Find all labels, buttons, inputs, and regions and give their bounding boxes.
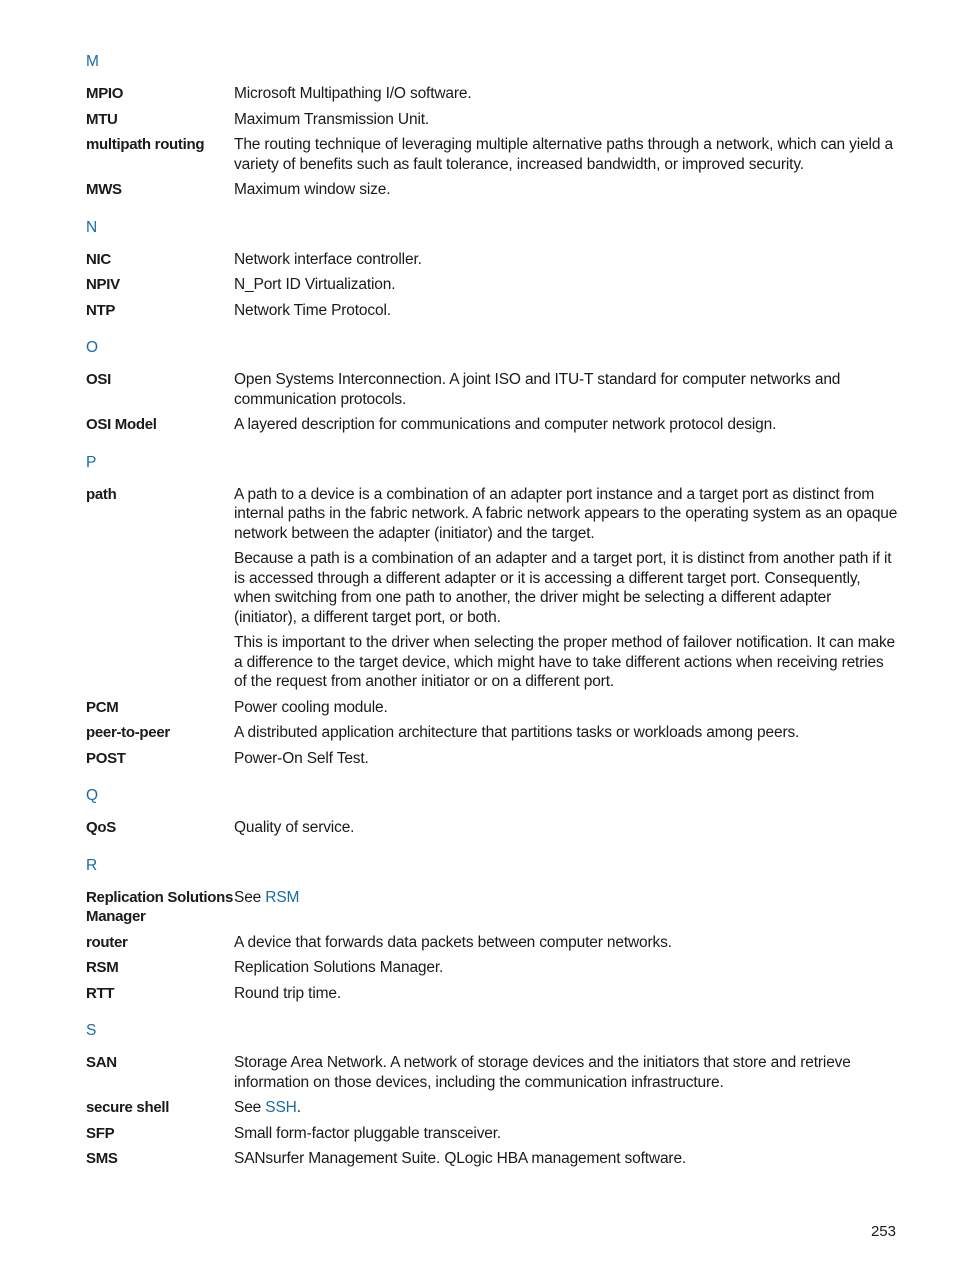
glossary-definition [234, 888, 898, 927]
definition-paragraph: Power-On Self Test. [234, 749, 369, 767]
glossary-term: MWS [86, 181, 122, 198]
glossary-term: RSM [86, 959, 119, 976]
glossary-entry [86, 1053, 898, 1092]
glossary-entry [86, 370, 898, 409]
glossary-term: SAN [86, 1054, 117, 1071]
glossary-term: OSI [86, 371, 111, 388]
see-prefix: See [234, 888, 266, 906]
glossary-entry [86, 110, 898, 130]
glossary-term: QoS [86, 819, 116, 836]
glossary-term: multipath routing [86, 136, 205, 153]
definition-paragraph: Replication Solutions Manager. [234, 959, 444, 976]
glossary-definition [234, 1053, 898, 1092]
glossary-definition [234, 180, 898, 200]
glossary-definition [234, 135, 898, 174]
see-reference [234, 1098, 898, 1118]
section-letter-o: O [86, 339, 99, 356]
glossary-entry [86, 958, 898, 978]
see-reference [234, 888, 898, 908]
definition-paragraph: Network interface controller. [234, 250, 422, 268]
glossary-term: PCM [86, 698, 119, 716]
definition-paragraph: Round trip time. [234, 984, 342, 1002]
glossary-term: NTP [86, 301, 116, 319]
glossary [86, 52, 898, 1175]
definition-paragraph: Open Systems Interconnection. A joint ISO and ITU-T standard for computer networks and communication protocols. [234, 371, 841, 408]
definition-paragraph: Maximum window size. [234, 181, 391, 198]
glossary-entry [86, 749, 898, 769]
glossary-term: router [86, 933, 128, 951]
glossary-definition [234, 958, 898, 978]
glossary-definition [234, 250, 898, 270]
glossary-term: MTU [86, 110, 118, 128]
section-letter-p: P [86, 453, 97, 471]
glossary-entry [86, 698, 898, 718]
definition-paragraph: Quality of service. [234, 819, 355, 836]
glossary-entry [86, 135, 898, 174]
glossary-definition [234, 1098, 898, 1118]
definition-paragraph: This is important to the driver when selecting the proper method of failover notification. It can make a difference to the target device, which might have to take different actions when receiving retries of the request from another initiator or on a different port. [234, 634, 896, 690]
definition-paragraph: The routing technique of leveraging multiple alternative paths through a network, which can yield a variety of benefits such as fault tolerance, increased bandwidth, or improved security. [234, 136, 893, 173]
glossary-term: Replication Solutions Manager [86, 888, 234, 925]
glossary-entry [86, 984, 898, 1004]
glossary-term: path [86, 485, 117, 503]
definition-paragraph: Maximum Transmission Unit. [234, 110, 430, 128]
section-letter-r: R [86, 856, 98, 874]
glossary-definition [234, 749, 898, 769]
glossary-entry [86, 275, 898, 295]
glossary-entry [86, 250, 898, 270]
glossary-entry [86, 485, 898, 692]
glossary-definition [234, 84, 898, 104]
glossary-definition [234, 485, 898, 692]
cross-reference-link[interactable]: RSM [265, 888, 300, 906]
glossary-definition [234, 301, 898, 321]
glossary-term: SMS [86, 1150, 118, 1167]
glossary-definition [234, 370, 898, 409]
definition-paragraph: Power cooling module. [234, 698, 388, 716]
glossary-definition [234, 933, 898, 953]
section-letter-n: N [86, 218, 98, 236]
glossary-entry [86, 818, 898, 838]
glossary-definition [234, 110, 898, 130]
glossary-entry [86, 301, 898, 321]
definition-paragraph: A distributed application architecture that partitions tasks or workloads among peers. [234, 724, 800, 741]
glossary-entry [86, 180, 898, 200]
definition-paragraph: N_Port ID Virtualization. [234, 276, 396, 293]
glossary-entry [86, 1124, 898, 1144]
definition-paragraph: Because a path is a combination of an adapter and a target port, it is distinct from another path if it is accessed through a different adapter or it is accessing a different target port. Consequently, when switching from one path to another, the driver might be selecting a different adapter (initiator), a different target port, or both. [234, 550, 892, 626]
glossary-entry [86, 723, 898, 743]
glossary-definition [234, 818, 898, 838]
glossary-definition [234, 1124, 898, 1144]
page-number: 253 [870, 1223, 896, 1240]
glossary-term: MPIO [86, 85, 124, 102]
definition-paragraph: A device that forwards data packets between computer networks. [234, 933, 672, 951]
glossary-entry [86, 84, 898, 104]
glossary-entry [86, 888, 898, 927]
glossary-definition [234, 415, 898, 435]
definition-paragraph: A layered description for communications and computer network protocol design. [234, 416, 777, 433]
see-prefix: See [234, 1099, 266, 1116]
glossary-definition [234, 698, 898, 718]
see-suffix: . [296, 1099, 301, 1116]
cross-reference-link[interactable]: SSH [265, 1099, 297, 1116]
glossary-definition [234, 723, 898, 743]
section-letter-q: Q [86, 787, 99, 804]
glossary-term: POST [86, 749, 126, 767]
glossary-definition [234, 275, 898, 295]
glossary-entry [86, 933, 898, 953]
definition-paragraph: Storage Area Network. A network of storage devices and the initiators that store and retrieve information on those devices, including the communication infrastructure. [234, 1054, 851, 1091]
glossary-definition [234, 1149, 898, 1169]
glossary-definition [234, 984, 898, 1004]
definition-paragraph: Microsoft Multipathing I/O software. [234, 85, 472, 102]
glossary-term: peer-to-peer [86, 724, 170, 741]
glossary-term: RTT [86, 984, 115, 1002]
glossary-term: secure shell [86, 1099, 170, 1116]
glossary-term: NPIV [86, 276, 120, 293]
glossary-entry [86, 1098, 898, 1118]
definition-paragraph: Small form-factor pluggable transceiver. [234, 1124, 502, 1142]
definition-paragraph: SANsurfer Management Suite. QLogic HBA management software. [234, 1150, 687, 1167]
glossary-term: OSI Model [86, 416, 157, 433]
definition-paragraph: Network Time Protocol. [234, 301, 391, 319]
glossary-term: NIC [86, 250, 111, 268]
glossary-entry [86, 415, 898, 435]
section-letter-m: M [86, 53, 99, 70]
glossary-term: SFP [86, 1124, 115, 1142]
section-letter-s: S [86, 1022, 97, 1039]
glossary-entry [86, 1149, 898, 1169]
definition-paragraph: A path to a device is a combination of an adapter port instance and a target port as distinct from internal paths in the fabric network. A fabric network appears to the operating system as an opaque network between the adapter (initiator) and the target. [234, 485, 898, 542]
